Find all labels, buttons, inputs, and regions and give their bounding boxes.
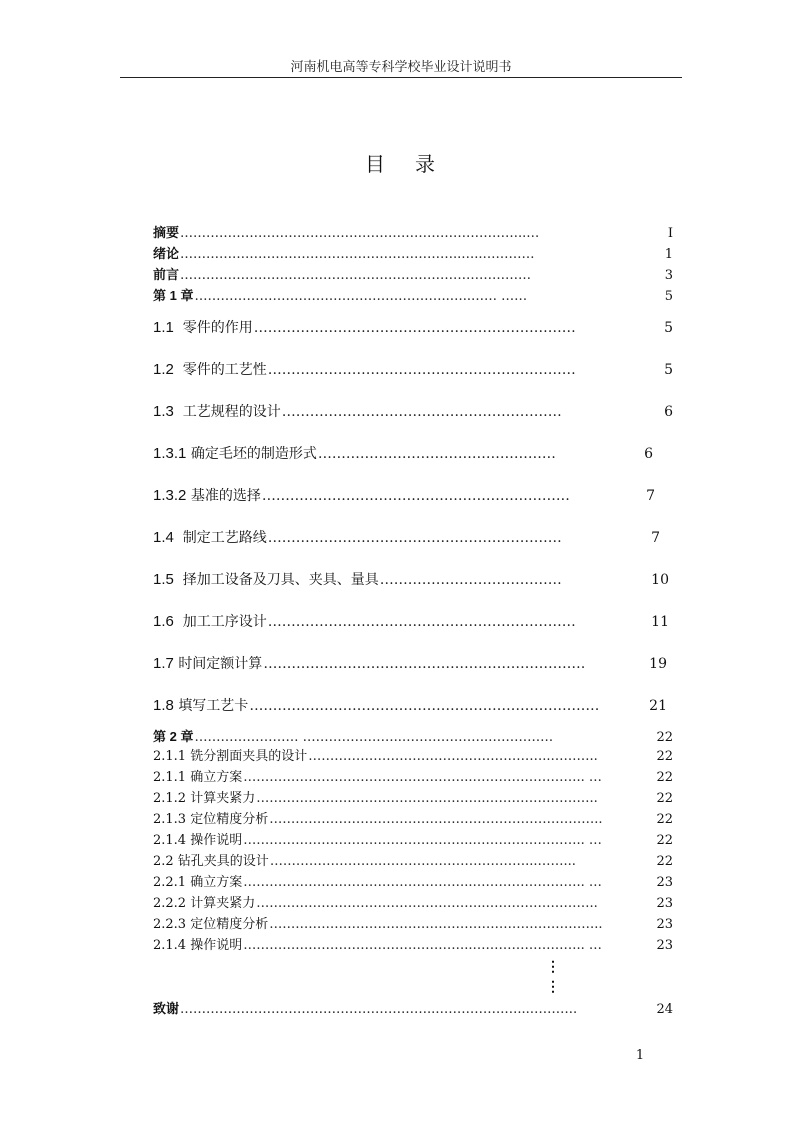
toc-section-number: 1.4 bbox=[153, 529, 174, 546]
toc-entry[interactable] bbox=[153, 402, 673, 422]
toc-section-number: 1.3.2 bbox=[153, 487, 187, 504]
toc-entry[interactable] bbox=[153, 444, 653, 464]
toc-section-number: 1.2 bbox=[153, 361, 174, 378]
toc-entry[interactable] bbox=[153, 811, 673, 829]
toc-section-title: 工艺规程的设计 bbox=[182, 404, 281, 420]
page-number: 1 bbox=[635, 1048, 645, 1063]
toc-entry-label bbox=[153, 570, 379, 590]
toc-leader: ……………………………………………..…………………….. bbox=[256, 896, 598, 911]
toc-entry-label: 2.2.2 计算夹紧力 bbox=[153, 896, 256, 911]
toc-page-number: 22 bbox=[656, 854, 673, 869]
toc-page-number: 11 bbox=[651, 614, 669, 630]
toc-page-number: 3 bbox=[664, 268, 673, 283]
toc-section-title: 零件的作用 bbox=[182, 320, 253, 336]
toc-section-number: 1.8 bbox=[153, 697, 174, 714]
toc-entry[interactable] bbox=[153, 728, 673, 746]
toc-entry-label: 2.1.4 操作说明 bbox=[153, 938, 243, 953]
toc-leader: ………………………………………………………… bbox=[267, 362, 576, 378]
running-header: 河南机电高等专科学校毕业设计说明书 bbox=[290, 60, 512, 75]
toc-section-title: 填写工艺卡 bbox=[178, 698, 249, 714]
toc-entry-label: 绪论 bbox=[153, 246, 180, 261]
toc-entry-label bbox=[153, 318, 253, 338]
toc-page-number: 23 bbox=[656, 896, 673, 911]
toc-leader: ………………………………………………………………….. bbox=[269, 917, 603, 932]
toc-entry-label: 2.2 钻孔夹具的设计 bbox=[153, 854, 269, 869]
toc-page-number: I bbox=[667, 226, 673, 241]
toc-entry[interactable] bbox=[153, 266, 673, 284]
toc-entry-label: 第 1 章 bbox=[153, 288, 194, 303]
toc-leader: ………………………………… bbox=[379, 572, 562, 588]
header-divider bbox=[120, 77, 682, 78]
toc-page-number: 7 bbox=[651, 530, 660, 546]
toc-entry[interactable] bbox=[153, 612, 669, 632]
toc-leader: ……………………………………………………… bbox=[267, 530, 562, 546]
toc-entry[interactable] bbox=[153, 318, 673, 338]
toc-page-number: 22 bbox=[656, 833, 673, 848]
toc-leader: ……………………………………………………………………..… bbox=[180, 226, 540, 241]
toc-title-char-2: 录 bbox=[415, 152, 435, 176]
toc-entry[interactable] bbox=[153, 769, 673, 787]
toc-entry-label: 2.1.4 操作说明 bbox=[153, 833, 243, 848]
toc-entry[interactable] bbox=[153, 748, 673, 766]
toc-page-number: 22 bbox=[656, 730, 673, 745]
toc-section-title: 确定毛坯的制造形式 bbox=[190, 446, 317, 462]
toc-page-number: 19 bbox=[649, 656, 667, 672]
toc-leader: …………………………………………………………… bbox=[253, 320, 576, 336]
toc-section-number: 1.6 bbox=[153, 613, 174, 630]
toc-entry[interactable] bbox=[153, 895, 673, 913]
toc-leader: …………………………………………………..…………….…...……….. bbox=[180, 1002, 578, 1017]
toc-page-number: 22 bbox=[656, 812, 673, 827]
toc-leader: ……………………………………………..…………………….. … bbox=[243, 833, 602, 848]
toc-entry-label bbox=[153, 402, 281, 422]
toc-entry[interactable] bbox=[153, 360, 673, 380]
toc-title-char-1: 目 bbox=[365, 152, 385, 176]
toc-section-title: 时间定额计算 bbox=[178, 656, 263, 672]
toc-section-number: 1.5 bbox=[153, 571, 174, 588]
toc-entry-label: 2.1.3 定位精度分析 bbox=[153, 812, 269, 827]
toc-section-number: 1.1 bbox=[153, 319, 174, 336]
toc-leader: …………………………………………………..…..…… …… bbox=[194, 289, 528, 304]
toc-entry[interactable] bbox=[153, 654, 667, 674]
toc-title bbox=[0, 148, 800, 177]
toc-section-title: 制定工艺路线 bbox=[182, 530, 267, 546]
toc-page-number: 21 bbox=[649, 698, 667, 714]
toc-section-number: 1.3.1 bbox=[153, 445, 187, 462]
toc-entry[interactable] bbox=[153, 486, 655, 506]
toc-page-number: 7 bbox=[646, 488, 655, 504]
toc-leader: …………………… …………………..………………..…………… bbox=[194, 730, 554, 745]
toc-entry[interactable] bbox=[153, 937, 673, 955]
toc-entry[interactable] bbox=[153, 224, 673, 242]
toc-leader: ……………………..……………………………...……... bbox=[269, 854, 576, 869]
toc-entry-label bbox=[153, 444, 317, 464]
toc-leader: …………………………………………… bbox=[317, 446, 556, 462]
toc-entry[interactable] bbox=[153, 528, 660, 548]
toc-entry-label bbox=[153, 696, 248, 716]
toc-section-title: 零件的工艺性 bbox=[182, 362, 267, 378]
ellipsis-marker: ⋮ bbox=[546, 979, 560, 995]
toc-page-number: 5 bbox=[664, 362, 673, 378]
toc-entry[interactable] bbox=[153, 832, 673, 850]
toc-page-number: 10 bbox=[651, 572, 669, 588]
toc-entry-label: 2.2.1 确立方案 bbox=[153, 875, 243, 890]
toc-page-number: 22 bbox=[656, 749, 673, 764]
toc-page-number: 5 bbox=[664, 289, 673, 304]
toc-leader: ………………………………………………………… bbox=[267, 614, 576, 630]
toc-entry[interactable] bbox=[153, 245, 673, 263]
toc-leader: ……………………………………………..…………………….. … bbox=[243, 770, 602, 785]
toc-entry-label: 摘要 bbox=[153, 225, 180, 240]
toc-leader: ………………………………………………………………….. bbox=[269, 812, 603, 827]
toc-page-number: 6 bbox=[644, 446, 653, 462]
toc-page-number: 22 bbox=[656, 791, 673, 806]
toc-section-number: 1.7 bbox=[153, 655, 174, 672]
toc-entry-label: 2.1.2 计算夹紧力 bbox=[153, 791, 256, 806]
toc-entry-label: 2.1.1 铣分割面夹具的设计 bbox=[153, 749, 308, 764]
toc-page-number: 24 bbox=[656, 1002, 673, 1017]
toc-entry-label bbox=[153, 612, 267, 632]
toc-leader: ………………………………………………………………… bbox=[249, 698, 600, 714]
toc-entry-label bbox=[153, 360, 267, 380]
toc-entry[interactable] bbox=[153, 916, 673, 934]
toc-leader: ……………………………………………..…………………….. … bbox=[243, 875, 602, 890]
toc-leader: ………………………………………………………… bbox=[261, 488, 570, 504]
toc-entry-label bbox=[153, 528, 267, 548]
toc-entry[interactable] bbox=[153, 570, 669, 590]
toc-page-number: 22 bbox=[656, 770, 673, 785]
toc-entry-label: 2.1.1 确立方案 bbox=[153, 770, 243, 785]
ellipsis-marker: ⋮ bbox=[546, 959, 560, 975]
toc-section-number: 1.3 bbox=[153, 403, 174, 420]
toc-page-number: 23 bbox=[656, 917, 673, 932]
toc-page-number: 5 bbox=[664, 320, 673, 336]
toc-leader: …………………………………………………… bbox=[281, 404, 562, 420]
toc-entry-label: 前言 bbox=[153, 267, 180, 282]
toc-entry-label: 致谢 bbox=[153, 1001, 180, 1016]
toc-entry-label: 2.2.3 定位精度分析 bbox=[153, 917, 269, 932]
toc-section-title: 择加工设备及刀具、夹具、量具 bbox=[182, 572, 379, 588]
toc-entry-label bbox=[153, 486, 261, 506]
toc-entry[interactable] bbox=[153, 853, 673, 871]
toc-entry[interactable] bbox=[153, 790, 673, 808]
toc-leader: …………………………………………………………… bbox=[263, 656, 586, 672]
toc-section-title: 加工工序设计 bbox=[182, 614, 267, 630]
toc-entry[interactable] bbox=[153, 696, 667, 716]
toc-page-number: 23 bbox=[656, 938, 673, 953]
toc-leader: ……………………………………………………………………… bbox=[180, 268, 532, 283]
toc-section-title: 基准的选择 bbox=[190, 488, 261, 504]
toc-leader: ……………………………………………..…………………….. … bbox=[243, 938, 602, 953]
toc-entry-label bbox=[153, 654, 262, 674]
toc-entry-label: 第 2 章 bbox=[153, 729, 194, 744]
toc-leader: ………………………………………………..……….. bbox=[308, 749, 598, 764]
toc-page-number: 1 bbox=[664, 247, 673, 262]
toc-entry[interactable] bbox=[153, 287, 673, 305]
toc-entry[interactable] bbox=[153, 1000, 673, 1018]
toc-leader: ……………………………………………..…………………….. bbox=[256, 791, 598, 806]
toc-leader: ………………………………………………………..…..………… bbox=[180, 247, 535, 262]
toc-entry[interactable] bbox=[153, 874, 673, 892]
toc-page-number: 6 bbox=[664, 404, 673, 420]
toc-page-number: 23 bbox=[656, 875, 673, 890]
